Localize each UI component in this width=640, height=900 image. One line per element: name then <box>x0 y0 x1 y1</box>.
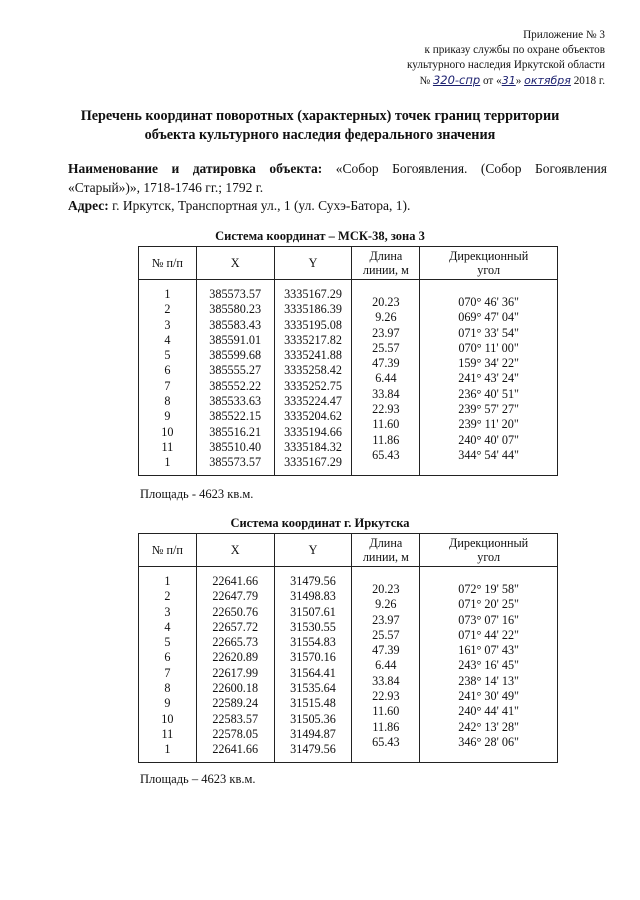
table-cell: 65.43 <box>372 734 400 749</box>
table-cell: 22589.24 <box>212 696 259 711</box>
table-cell: 238° 14' 13" <box>458 673 520 688</box>
table-cell: 6.44 <box>375 658 397 673</box>
table-cell: 239° 57' 27" <box>458 402 520 417</box>
table-cell: 385510.40 <box>209 439 262 454</box>
table-cell: 22620.89 <box>212 650 259 665</box>
header-length <box>352 534 420 567</box>
header-length-line2: линии, м <box>362 550 409 564</box>
area-msk38: Площадь - 4623 кв.м. <box>140 487 254 501</box>
date-mid: » <box>515 75 522 87</box>
table-cell: 33.84 <box>372 386 400 401</box>
table-cell: 5 <box>164 635 171 650</box>
table-cell: 9 <box>164 409 171 424</box>
table-header-row <box>139 534 558 567</box>
table-cell: 3335195.08 <box>284 317 342 332</box>
table-cell: 23.97 <box>372 325 400 340</box>
title-line-2: объекта культурного наследия федерального значения <box>144 127 496 143</box>
table-cell: 241° 30' 49" <box>458 689 520 704</box>
table-cell: 236° 40' 51" <box>458 386 520 401</box>
table-cell: 385583.43 <box>209 317 262 332</box>
annex-line-2: к приказу службы по охране объектов <box>424 44 605 56</box>
table-row <box>139 567 558 763</box>
table-cell: 6 <box>164 363 171 378</box>
table-cell: 1 <box>164 742 171 757</box>
object-name <box>68 160 607 197</box>
object-name-value: «Собор Богоявления. (Собор Богоявления «Старый»)», 1718-1746 гг.; 1792 г. <box>68 161 607 195</box>
coordinates-table-irkutsk <box>138 533 558 763</box>
table-cell: 7 <box>164 378 171 393</box>
table-cell: 385516.21 <box>209 424 262 439</box>
area-irkutsk: Площадь – 4623 кв.м. <box>140 772 256 786</box>
table-cell: 2 <box>164 589 171 604</box>
length-column <box>352 567 420 763</box>
table-cell: 071° 33' 54" <box>458 325 520 340</box>
table-cell: 3335194.66 <box>284 424 342 439</box>
table-cell: 3335241.88 <box>284 348 342 363</box>
header-angle-line2: угол <box>477 550 501 564</box>
system-title-msk38: Система координат – МСК-38, зона 3 <box>215 229 425 243</box>
annex-header <box>407 28 605 89</box>
table-cell: 31507.61 <box>290 604 336 619</box>
order-month: октября <box>524 74 571 87</box>
table-cell: 8 <box>164 394 171 409</box>
table-cell: 3335186.39 <box>284 302 342 317</box>
table-cell: 242° 13' 28" <box>458 719 520 734</box>
table-cell: 33.84 <box>372 673 400 688</box>
title-line-1: Перечень координат поворотных (характерных) точек границ территории <box>80 108 560 124</box>
table-cell: 239° 11' 20" <box>458 417 519 432</box>
table-cell: 243° 16' 45" <box>458 658 520 673</box>
table-cell: 240° 44' 41" <box>458 704 520 719</box>
header-y: Y <box>274 534 352 567</box>
table-cell: 22583.57 <box>212 711 259 726</box>
table-cell: 22657.72 <box>212 619 259 634</box>
table-cell: 3335224.47 <box>284 394 342 409</box>
table-cell: 47.39 <box>372 643 400 658</box>
table-cell: 31570.16 <box>290 650 336 665</box>
table-cell: 31564.41 <box>290 665 336 680</box>
table-cell: 31479.56 <box>290 742 336 757</box>
table-cell: 3 <box>164 604 171 619</box>
table-cell: 31515.48 <box>290 696 336 711</box>
x-column <box>196 280 274 476</box>
header-angle-line1: Дирекционный <box>449 536 529 550</box>
table-cell: 11.60 <box>372 417 400 432</box>
table-cell: 11.86 <box>372 719 400 734</box>
table-cell: 385573.57 <box>209 455 262 470</box>
table-cell: 9.26 <box>375 597 397 612</box>
object-info <box>68 160 607 216</box>
table-cell: 22578.05 <box>212 726 259 741</box>
header-num: № п/п <box>139 247 197 280</box>
header-x: X <box>196 534 274 567</box>
table-cell: 6.44 <box>375 371 397 386</box>
header-length-line2: линии, м <box>362 263 409 277</box>
points-column <box>139 280 197 476</box>
table-cell: 22.93 <box>372 402 400 417</box>
table-cell: 1 <box>164 455 171 470</box>
table-cell: 22647.79 <box>212 589 259 604</box>
header-length-line1: Длина <box>369 536 403 550</box>
y-column <box>274 280 352 476</box>
table-cell: 10 <box>161 424 174 439</box>
header-angle <box>420 247 558 280</box>
y-column <box>274 567 352 763</box>
table-cell: 3335184.32 <box>284 439 342 454</box>
table-cell: 385573.57 <box>209 287 262 301</box>
table-cell: 346° 28' 06" <box>458 734 520 749</box>
table-cell: 25.57 <box>372 627 400 642</box>
object-address-value: г. Иркутск, Транспортная ул., 1 (ул. Сухэ-Батора, 1). <box>112 198 411 213</box>
table-cell: 071° 20' 25" <box>458 597 520 612</box>
table-cell: 20.23 <box>372 582 400 596</box>
table-cell: 31494.87 <box>290 726 336 741</box>
table-cell: 161° 07' 43" <box>458 643 520 658</box>
table-cell: 2 <box>164 302 171 317</box>
table-cell: 20.23 <box>372 295 400 309</box>
table-cell: 31505.36 <box>290 711 336 726</box>
table-cell: 22600.18 <box>212 681 259 696</box>
system-title-irkutsk: Система координат г. Иркутска <box>230 516 410 530</box>
order-number: 320-спр <box>432 73 481 87</box>
table-cell: 070° 11' 00" <box>458 340 519 355</box>
table-cell: 31498.83 <box>290 589 336 604</box>
x-column <box>196 567 274 763</box>
table-cell: 22665.73 <box>212 635 259 650</box>
table-cell: 385599.68 <box>209 348 262 363</box>
order-day: 31 <box>501 74 516 87</box>
table-cell: 31530.55 <box>290 619 336 634</box>
table-cell: 11 <box>161 439 174 454</box>
table-cell: 071° 44' 22" <box>458 627 520 642</box>
header-x: X <box>196 247 274 280</box>
number-prefix: № <box>419 75 431 87</box>
angle-column <box>420 280 558 476</box>
header-angle-line2: угол <box>477 263 501 277</box>
header-y: Y <box>274 247 352 280</box>
table-cell: 3335204.62 <box>284 409 342 424</box>
document-title <box>40 107 600 145</box>
table-row <box>139 280 558 476</box>
header-num: № п/п <box>139 534 197 567</box>
table-cell: 10 <box>161 711 174 726</box>
table-cell: 1 <box>164 574 171 588</box>
table-cell: 3335258.42 <box>284 363 342 378</box>
table-cell: 7 <box>164 665 171 680</box>
annex-line-1: Приложение № 3 <box>523 29 605 41</box>
table-cell: 3 <box>164 317 171 332</box>
annex-line-3: культурного наследия Иркутской области <box>407 59 605 71</box>
table-cell: 073° 07' 16" <box>458 612 520 627</box>
table-cell: 385591.01 <box>209 332 262 347</box>
table-cell: 22.93 <box>372 689 400 704</box>
object-address <box>68 197 607 216</box>
table-cell: 8 <box>164 681 171 696</box>
points-column <box>139 567 197 763</box>
table-cell: 241° 43' 24" <box>458 371 520 386</box>
object-address-label: Адрес: <box>68 198 109 213</box>
date-from: от « <box>482 75 502 87</box>
angle-column <box>420 567 558 763</box>
table-cell: 4 <box>164 332 171 347</box>
table-cell: 65.43 <box>372 447 400 462</box>
table-cell: 072° 19' 58" <box>458 582 520 596</box>
table-cell: 344° 54' 44" <box>458 447 520 462</box>
table-cell: 240° 40' 07" <box>458 432 520 447</box>
table-cell: 22641.66 <box>212 742 259 757</box>
table-cell: 4 <box>164 619 171 634</box>
table-cell: 9.26 <box>375 310 397 325</box>
table-cell: 385533.63 <box>209 394 262 409</box>
header-angle <box>420 534 558 567</box>
table-cell: 3335217.82 <box>284 332 342 347</box>
table-cell: 3335167.29 <box>284 287 342 301</box>
table-cell: 159° 34' 22" <box>458 356 520 371</box>
table-cell: 11.86 <box>372 432 400 447</box>
coordinates-table-msk38 <box>138 246 558 476</box>
table-cell: 070° 46' 36" <box>458 295 520 309</box>
table-cell: 3335252.75 <box>284 378 342 393</box>
table-cell: 385555.27 <box>209 363 262 378</box>
table-cell: 22641.66 <box>212 574 259 588</box>
table-cell: 6 <box>164 650 171 665</box>
order-year: 2018 г. <box>573 75 605 87</box>
table-cell: 47.39 <box>372 356 400 371</box>
table-cell: 385522.15 <box>209 409 262 424</box>
table-cell: 22650.76 <box>212 604 259 619</box>
table-cell: 25.57 <box>372 340 400 355</box>
table-cell: 1 <box>164 287 171 301</box>
table-cell: 385552.22 <box>209 378 262 393</box>
table-cell: 5 <box>164 348 171 363</box>
header-angle-line1: Дирекционный <box>449 249 529 263</box>
table-cell: 31479.56 <box>290 574 336 588</box>
table-cell: 23.97 <box>372 612 400 627</box>
table-cell: 385580.23 <box>209 302 262 317</box>
object-name-label: Наименование и датировка объекта: <box>68 161 323 176</box>
table-cell: 31535.64 <box>290 681 336 696</box>
table-cell: 3335167.29 <box>284 455 342 470</box>
table-cell: 069° 47' 04" <box>458 310 520 325</box>
table-cell: 22617.99 <box>212 665 259 680</box>
order-number-line <box>407 73 605 89</box>
table-cell: 11 <box>161 726 174 741</box>
header-length-line1: Длина <box>369 249 403 263</box>
table-cell: 9 <box>164 696 171 711</box>
table-cell: 31554.83 <box>290 635 336 650</box>
length-column <box>352 280 420 476</box>
table-cell: 11.60 <box>372 704 400 719</box>
table-header-row <box>139 247 558 280</box>
header-length <box>352 247 420 280</box>
